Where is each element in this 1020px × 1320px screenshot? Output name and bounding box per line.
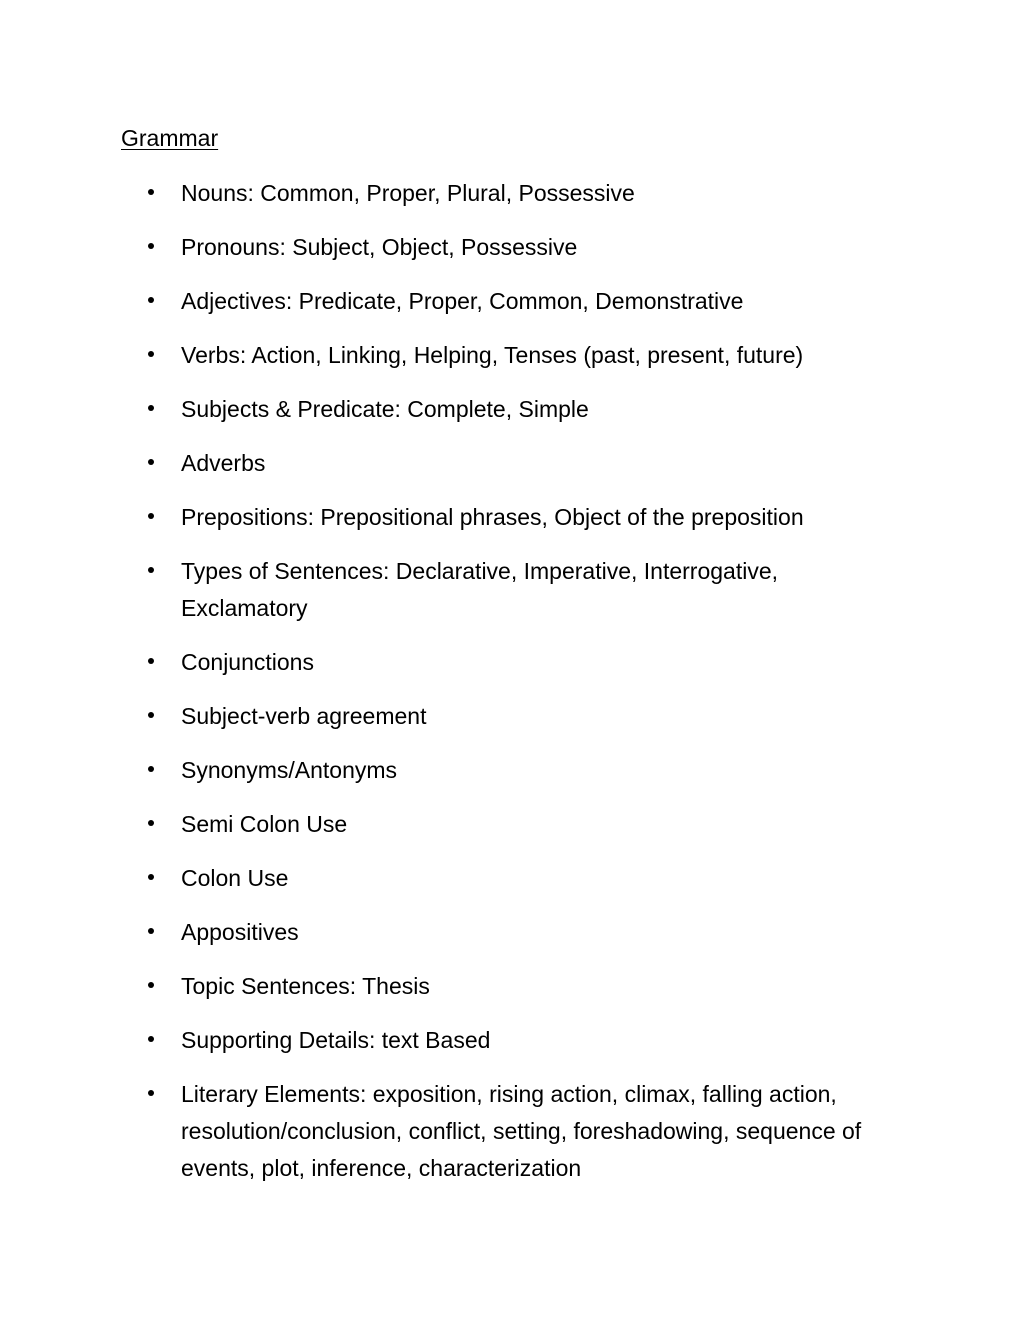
list-item-text: Nouns: Common, Proper, Plural, Possessive bbox=[181, 180, 635, 206]
list-item bbox=[0, 553, 1020, 627]
list-item-text: Conjunctions bbox=[181, 649, 314, 675]
list-item-text: Adjectives: Predicate, Proper, Common, Demonstrative bbox=[181, 288, 744, 314]
list-item bbox=[0, 229, 1020, 266]
list-item-text: Synonyms/Antonyms bbox=[181, 757, 398, 783]
list-item bbox=[0, 499, 1020, 536]
list-item bbox=[0, 806, 1020, 843]
list-item-text: Prepositions: Prepositional phrases, Object of the preposition bbox=[181, 504, 804, 530]
bullet-icon bbox=[148, 820, 154, 826]
list-item-text: Pronouns: Subject, Object, Possessive bbox=[181, 234, 578, 260]
list-item bbox=[0, 283, 1020, 320]
bullet-icon bbox=[148, 874, 154, 880]
list-item-text: Adverbs bbox=[181, 450, 266, 476]
list-item bbox=[0, 1076, 1020, 1187]
list-item-text: Supporting Details: text Based bbox=[181, 1027, 491, 1053]
list-item-text: Literary Elements: exposition, rising action, climax, falling action, resolution/conclusion, conflict, setting, foreshadowing, sequence of events, plot, inference, characterization bbox=[181, 1081, 862, 1181]
list-item-text: Subjects & Predicate: Complete, Simple bbox=[181, 396, 589, 422]
list-item bbox=[0, 968, 1020, 1005]
list-item-text: Verbs: Action, Linking, Helping, Tenses (past, present, future) bbox=[181, 342, 804, 368]
list-item bbox=[0, 337, 1020, 374]
bullet-icon bbox=[148, 351, 154, 357]
list-item bbox=[0, 698, 1020, 735]
bullet-icon bbox=[148, 766, 154, 772]
bullet-icon bbox=[148, 658, 154, 664]
bullet-icon bbox=[148, 243, 154, 249]
bullet-icon bbox=[148, 297, 154, 303]
list-item-text: Topic Sentences: Thesis bbox=[181, 973, 430, 999]
bullet-icon bbox=[148, 712, 154, 718]
list-item bbox=[0, 175, 1020, 212]
grammar-topic-list bbox=[0, 175, 1020, 1204]
page-heading: Grammar bbox=[121, 125, 219, 151]
bullet-icon bbox=[148, 405, 154, 411]
list-item-text: Semi Colon Use bbox=[181, 811, 348, 837]
list-item bbox=[0, 445, 1020, 482]
bullet-icon bbox=[148, 982, 154, 988]
list-item bbox=[0, 752, 1020, 789]
bullet-icon bbox=[148, 567, 154, 573]
list-item bbox=[0, 914, 1020, 951]
list-item-text: Types of Sentences: Declarative, Imperative, Interrogative, Exclamatory bbox=[181, 558, 779, 621]
list-item bbox=[0, 391, 1020, 428]
bullet-icon bbox=[148, 928, 154, 934]
bullet-icon bbox=[148, 1036, 154, 1042]
bullet-icon bbox=[148, 189, 154, 195]
bullet-icon bbox=[148, 513, 154, 519]
list-item-text: Appositives bbox=[181, 919, 299, 945]
list-item-text: Subject-verb agreement bbox=[181, 703, 427, 729]
list-item-text: Colon Use bbox=[181, 865, 289, 891]
list-item bbox=[0, 1022, 1020, 1059]
list-item bbox=[0, 860, 1020, 897]
bullet-icon bbox=[148, 1090, 154, 1096]
bullet-icon bbox=[148, 459, 154, 465]
list-item bbox=[0, 644, 1020, 681]
